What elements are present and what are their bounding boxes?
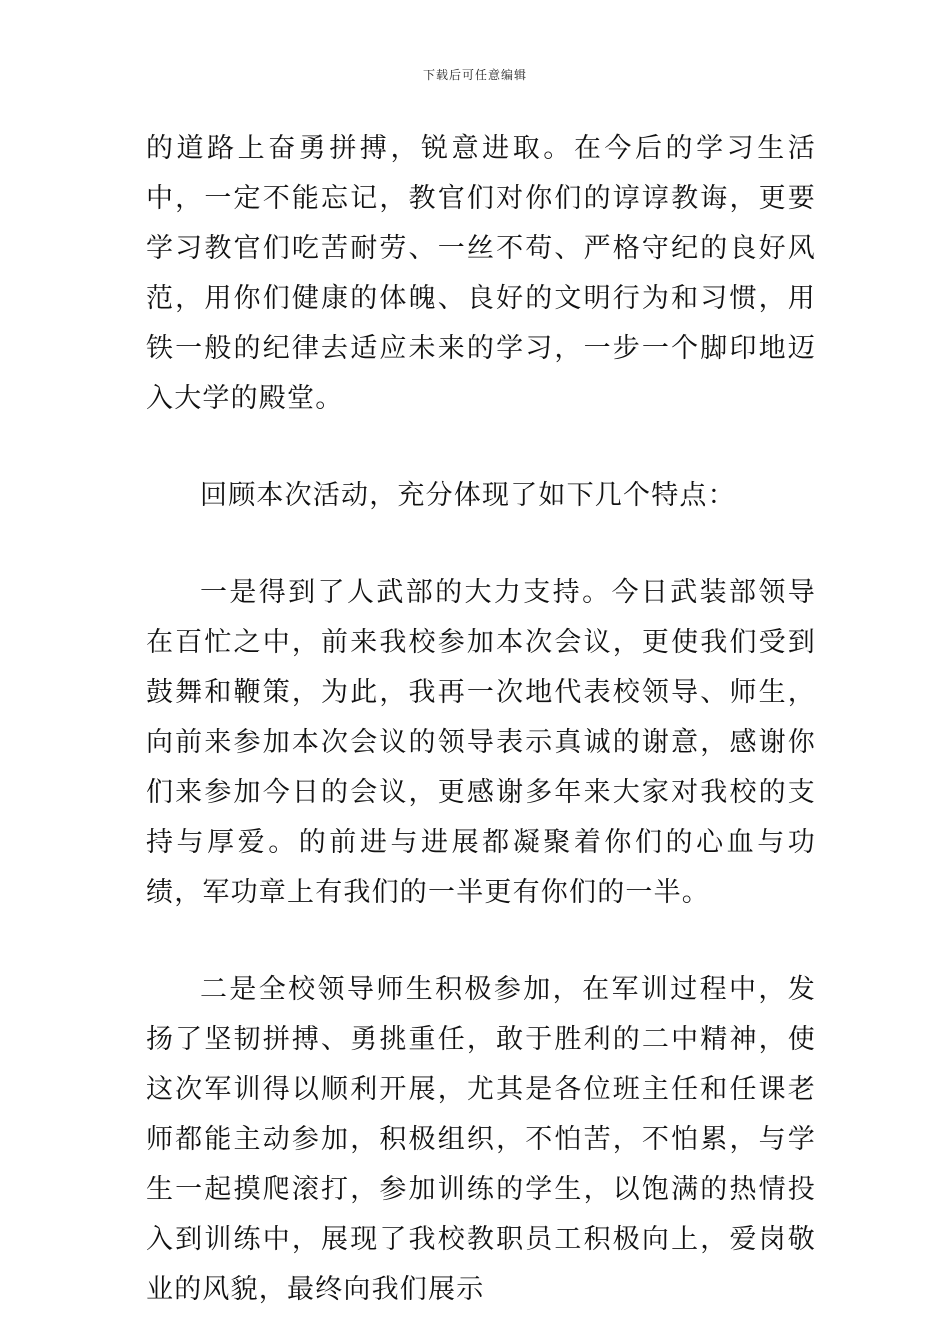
- paragraph-continuation: 的道路上奋勇拼搏，锐意进取。在今后的学习生活中，一定不能忘记，教官们对你们的谆谆教诲，更要学习教官们吃苦耐劳、一丝不苟、严格守纪的良好风范，用你们健康的体魄、良好的文明行为和习惯，用铁一般的纪律去适应未来的学习，一步一个脚印地迈入大学的殿堂。: [146, 133, 816, 414]
- paragraph-review-intro: 回顾本次活动，充分体现了如下几个特点：: [200, 480, 736, 511]
- paragraph-point-two: 二是全校领导师生积极参加，在军训过程中，发扬了坚韧拼搏、勇挑重任，敢于胜利的二中精神，使这次军训得以顺利开展，尤其是各位班主任和任课老师都能主动参加，积极组织，不怕苦，不怕累，与学生一起摸爬滚打，参加训练的学生，以饱满的热情投入到训练中，展现了我校教职员工积极向上，爱岗敬业的风貌，最终向我们展示: [146, 974, 816, 1305]
- page-header-note: 下载后可任意编辑: [422, 68, 527, 82]
- document-body: [146, 124, 816, 1315]
- paragraph-point-one: 一是得到了人武部的大力支持。今日武装部领导在百忙之中，前来我校参加本次会议，更使我们受到鼓舞和鞭策，为此，我再一次地代表校领导、师生，向前来参加本次会议的领导表示真诚的谢意，感谢你们来参加今日的会议，更感谢多年来大家对我校的支持与厚爱。的前进与进展都凝聚着你们的心血与功绩，军功章上有我们的一半更有你们的一半。: [146, 577, 816, 908]
